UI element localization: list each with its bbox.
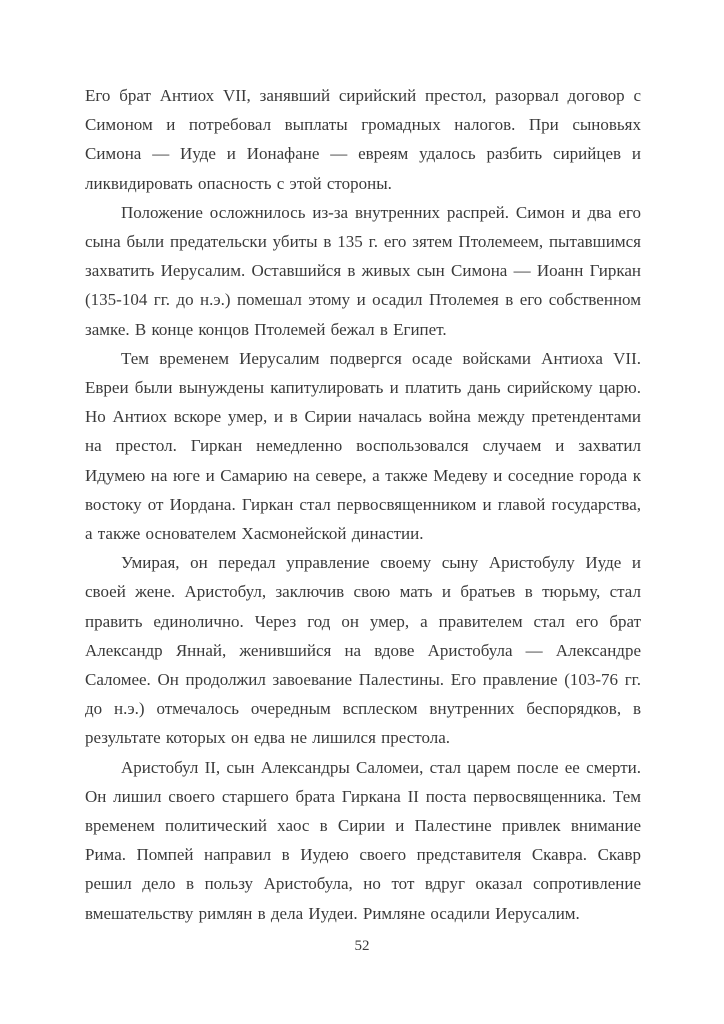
page-number: 52 — [354, 938, 370, 954]
paragraph-2: Положение осложнилось из-за внутренних распрей. Симон и два его сына были предательски убиты в 135 г. его зятем Птолемеем, пытавшимся захватить Иерусалим. Оставшийся в живых сын Симона — Иоанн Гиркан (135-104 гг. до н.э.) помешал этому и осадил Птолемея в его собственном замке. В конце концов Птолемей бежал в Египет. — [85, 202, 641, 339]
page-text — [85, 81, 641, 928]
paragraph-4: Умирая, он передал управление своему сыну Аристобулу Иуде и своей жене. Аристобул, заключив свою мать и братьев в тюрьму, стал править единолично. Через год он умер, а правителем стал его брат Александр Яннай, женившийся на вдове Аристобула — Александре Саломее. Он продолжил завоевание Палестины. Его правление (103-76 гг. до н.э.) отмечалось очередным всплеском внутренних беспорядков, в результате которых он едва не лишился престола. — [85, 553, 641, 748]
paragraph-1: Его брат Антиох VII, занявший сирийский престол, разорвал договор с Симоном и потребовал выплаты громадных налогов. При сыновьях Симона — Иуде и Ионафане — евреям удалось разбить сирийцев и ликвидировать опасность с этой стороны. — [85, 86, 641, 193]
paragraph-5: Аристобул II, сын Александры Саломеи, стал царем после ее смерти. Он лишил своего старшего брата Гиркана II поста первосвященника. Тем временем политический хаос в Сирии и Палестине привлек внимание Рима. Помпей направил в Иудею своего представителя Скавра. Скавр решил дело в пользу Аристобула, но тот вдруг оказал сопротивление вмешательству римлян в дела Иудеи. Римляне осадили Иерусалим. — [85, 757, 641, 923]
paragraph-3: Тем временем Иерусалим подвергся осаде войсками Антиоха VII. Евреи были вынуждены капитулировать и платить дань сирийскому царю. Но Антиох вскоре умер, и в Сирии началась война между претендентами на престол. Гиркан немедленно воспользовался случаем и захватил Идумею на юге и Самарию на севере, а также Медеву и соседние города к востоку от Иордана. Гиркан стал первосвященником и главой государства, а также основателем Хасмонейской династии. — [85, 348, 641, 544]
